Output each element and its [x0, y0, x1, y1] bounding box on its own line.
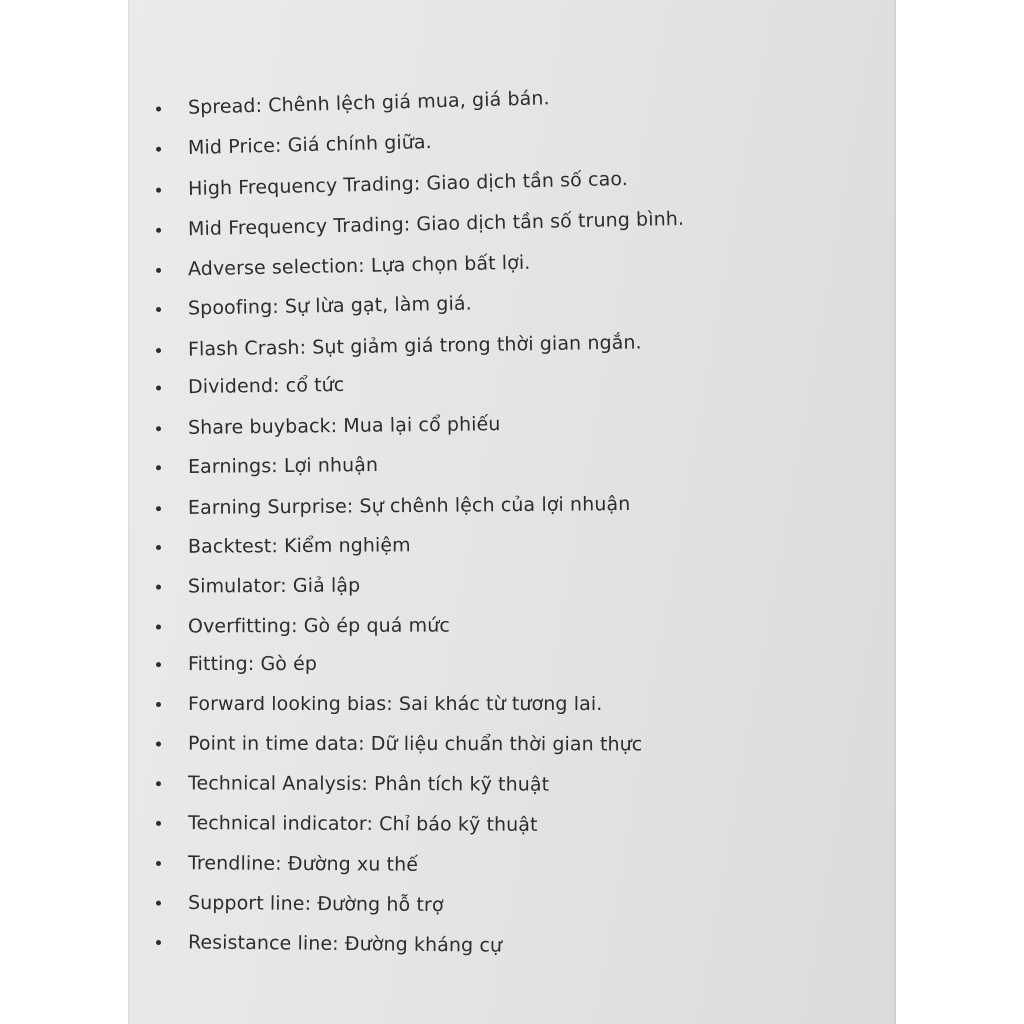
glossary-item [188, 205, 685, 243]
glossary-item-text: Technical indicator: Chỉ báo kỹ thuật [187, 812, 538, 836]
glossary-item-text: Support line: Đường hỗ trợ [187, 891, 444, 917]
bullet-icon [156, 861, 161, 866]
glossary-item-text: High Frequency Trading: Giao dịch tần số cao. [187, 168, 629, 200]
glossary-item [188, 371, 345, 401]
glossary-item [188, 690, 602, 718]
glossary-item-text: Mid Price: Giá chính giữa. [187, 131, 433, 159]
glossary-item [188, 572, 360, 601]
glossary-item-text: Spoofing: Sự lừa gạt, làm giá. [187, 292, 472, 320]
glossary-item-text: Earnings: Lợi nhuận [187, 454, 379, 478]
glossary-item [188, 128, 432, 162]
glossary-item [188, 730, 642, 759]
glossary-item [188, 889, 444, 919]
glossary-item-text: Dividend: cổ tức [187, 373, 345, 399]
glossary-item-text: Trendline: Đường xu thế [187, 852, 419, 876]
bullet-icon [156, 465, 161, 470]
glossary-item [188, 290, 472, 323]
bullet-icon [156, 821, 161, 826]
bullet-icon [156, 348, 161, 353]
bullet-icon [156, 506, 161, 511]
bullet-icon [156, 901, 161, 906]
bullet-icon [156, 940, 161, 945]
glossary-item [188, 165, 628, 203]
glossary-item [188, 84, 550, 121]
bullet-icon [156, 385, 161, 390]
glossary-item [188, 769, 549, 798]
bullet-icon [156, 742, 161, 747]
glossary-item [188, 328, 642, 363]
glossary-item [188, 849, 418, 879]
bullet-icon [156, 781, 161, 786]
glossary-item-text: Adverse selection: Lựa chọn bất lợi. [187, 251, 531, 281]
glossary-item-text: Flash Crash: Sụt giảm giá trong thời gian ngắn. [187, 331, 642, 361]
bullet-icon [156, 228, 161, 233]
glossary-item [188, 451, 378, 481]
bullet-icon [156, 702, 161, 707]
bullet-icon [156, 188, 161, 193]
glossary-item [188, 249, 531, 284]
glossary-item-text: Point in time data: Dữ liệu chuẩn thời gian thực [187, 732, 643, 756]
glossary-item [188, 410, 501, 442]
bullet-icon [156, 585, 161, 590]
book-page [128, 0, 896, 1024]
bullet-icon [156, 625, 161, 630]
glossary-item [188, 809, 538, 839]
bullet-icon [156, 106, 161, 111]
glossary-item-text: Share buyback: Mua lại cổ phiếu [187, 413, 501, 439]
bullet-icon [156, 662, 161, 667]
glossary-item [188, 928, 502, 959]
glossary-item-text: Earning Surprise: Sự chênh lệch của lợi nhuận [187, 493, 631, 519]
glossary-item-text: Simulator: Giả lập [187, 574, 361, 598]
bullet-icon [156, 426, 161, 431]
glossary-item [188, 531, 411, 561]
glossary-item-text: Technical Analysis: Phân tích kỹ thuật [187, 772, 550, 796]
glossary-item-text: Backtest: Kiểm nghiệm [187, 534, 411, 558]
glossary-item-text: Resistance line: Đường kháng cự [187, 931, 503, 957]
glossary-item-text: Fitting: Gò ép [187, 652, 318, 676]
glossary-item [188, 650, 317, 678]
glossary-item [188, 612, 450, 641]
bullet-icon [156, 307, 161, 312]
bullet-icon [156, 147, 161, 152]
glossary-item [188, 490, 631, 522]
glossary-item-text: Mid Frequency Trading: Giao dịch tần số trung bình. [187, 207, 685, 241]
glossary-item-text: Spread: Chênh lệch giá mua, giá bán. [187, 87, 550, 119]
glossary-list [128, 0, 896, 1024]
glossary-item-text: Overfitting: Gò ép quá mức [187, 614, 450, 638]
bullet-icon [156, 545, 161, 550]
glossary-item-text: Forward looking bias: Sai khác từ tương lai. [188, 693, 603, 715]
bullet-icon [156, 268, 161, 273]
